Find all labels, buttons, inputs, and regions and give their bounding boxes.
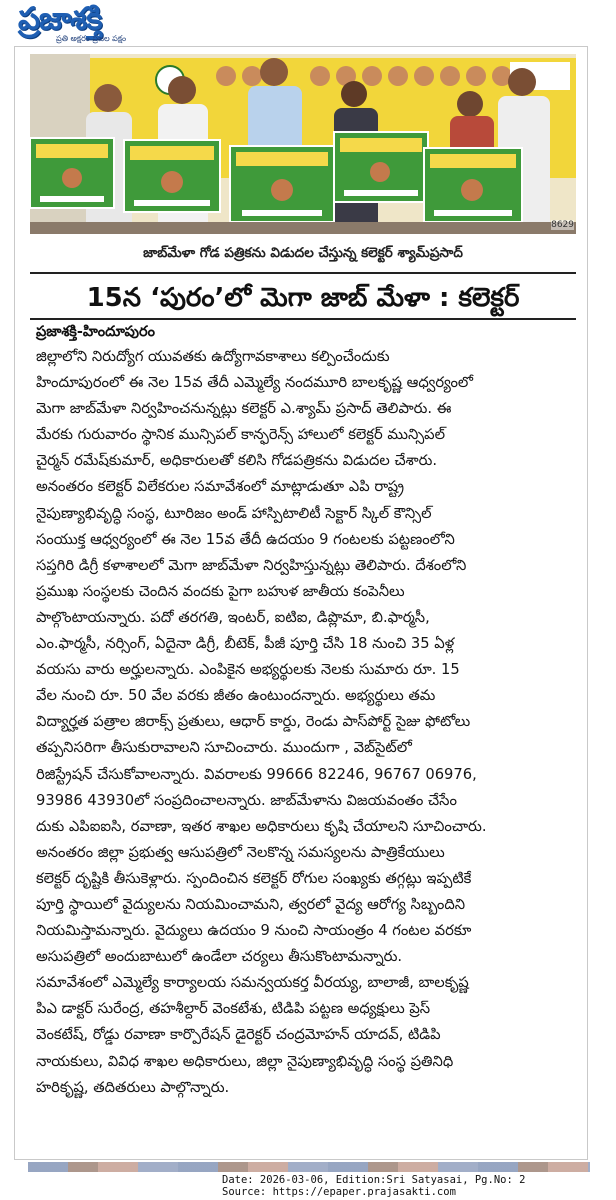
logo-tagline: ప్రతి అక్షరం ప్రజల పక్షం: [56, 34, 127, 43]
body-line: పూర్తి స్థాయిలో వైద్యులను నియమించామని, త్వరలో వైద్య ఆరోగ్య సిబ్బందిని: [36, 895, 466, 913]
divider: [30, 272, 576, 274]
body-line: నైపుణ్యాభివృద్ధి సంస్థ, టూరిజం అండ్ హాస్పిటాలిటీ సెక్టార్ స్కిల్ కౌన్సిల్: [36, 504, 432, 522]
body-line: ప్రముఖ సంస్థలకు చెందిన వందకు పైగా బహుళ జాతీయ కంపెనీలు: [36, 582, 405, 600]
body-line: అసుపత్రిలో అందుబాటులో ఉండేలా చర్యలు తీసుకొంటామన్నారు.: [36, 948, 403, 966]
body-line: విద్యార్హత పత్రాల జిరాక్స్ ప్రతులు, ఆధార్ కార్డు, రెండు పాస్‌పోర్ట్ సైజు ఫోటోలు: [36, 713, 471, 731]
body-line: హరికృష్ణ, తదితరులు పాల్గొన్నారు.: [36, 1078, 230, 1096]
body-line: పిఎ డాక్టర్ సురేంద్ర, తహశీల్దార్ వెంకటేశు, టిడిపి పట్టణ అధ్యక్షులు ప్రెస్: [36, 1000, 431, 1018]
page-strip: [28, 1162, 590, 1172]
logo-title: ప్రజాశక్తి: [18, 1, 102, 37]
dateline: ప్రజాశక్తి-హిందూపురం: [36, 324, 155, 340]
photo-illustration: [30, 54, 576, 234]
divider: [30, 318, 576, 320]
article-photo: [30, 54, 576, 234]
body-line: పాల్గొంటాయన్నారు. పదో తరగతి, ఇంటర్, ఐటిఐ, డిప్లొమా, బి.ఫార్మసీ,: [36, 608, 430, 626]
newspaper-logo: [18, 2, 178, 46]
body-line: కలెక్టర్ దృష్టికి తీసుకెళ్లారు. స్పందించిన కలెక్టర్ రోగుల సంఖ్యకు తగ్గట్లు ఇప్పటికే: [36, 869, 472, 887]
body-line: వయసు వారు అర్హులన్నారు. ఎంపికైన అభ్యర్థులకు నెలకు సుమారు రూ. 15: [36, 661, 460, 679]
body-line: సమావేశంలో ఎమ్మెల్యే కార్యాలయ సమన్వయకర్త వీరయ్య, బాలాజీ, బాలకృష్ణ: [36, 974, 469, 992]
masthead: [0, 0, 616, 52]
body-line: హిందూపురంలో ఈ నెల 15వ తేదీ ఎమ్మెల్యే నందమూరి బాలకృష్ణ ఆధ్వర్యంలో: [36, 374, 474, 392]
body-line: సంయుక్త ఆధ్వర్యంలో ఈ నెల 15వ తేదీ ఉదయం 9 గంటలకు పట్టణంలోని: [36, 530, 455, 548]
article-body: [36, 344, 578, 1101]
body-line: అనంతరం జిల్లా ప్రభుత్వ ఆసుపత్రిలో నెలకొన్న సమస్యలను పాత్రికేయులు: [36, 843, 445, 861]
body-line: సప్తగిరి డిగ్రీ కళాశాలలో మెగా జాబ్‌మేళా నిర్వహిస్తున్నట్లు తెలిపారు. దేశంలోని: [36, 556, 467, 574]
body-line: ఎం.ఫార్మసీ, నర్సింగ్, ఏదైనా డిగ్రీ, బీటెక్, పీజీ పూర్తి చేసి 18 నుంచి 35 ఏళ్ల: [36, 635, 455, 653]
source-line: Source: https://epaper.prajasakti.com: [222, 1186, 456, 1198]
photo-caption: జాబ్‌మేళా గోడ పత్రికను విడుదల చేస్తున్న కలెక్టర్ శ్యామ్‌ప్రసాద్: [143, 245, 463, 261]
epaper-meta: [222, 1174, 612, 1198]
body-line: మేరకు గురువారం స్థానిక మున్సిపల్ కాన్ఫరెన్స్ హాలులో కలెక్టర్ మున్సిపల్: [36, 426, 446, 444]
body-line: నాయకులు, వివిధ శాఖల అధికారులు, జిల్లా నైపుణ్యాభివృద్ధి సంస్థ ప్రతినిధి: [36, 1052, 454, 1070]
body-line: 93986 43930లో సంప్రదించాలన్నారు. జాబ్‌మేళాను విజయవంతం చేసేం: [36, 791, 457, 809]
body-line: దుకు ఎపిఐఐసి, రవాణా, ఇతర శాఖల అధికారులు కృషి చేయాలని సూచించారు.: [36, 817, 487, 835]
body-line: వెంకటేష్, రోడ్డు రవాణా కార్పొరేషన్ డైరెక్టర్ చంద్రమోహన్ యాదవ్, టిడిపి: [36, 1026, 441, 1044]
photo-id: 8629: [551, 220, 574, 230]
body-line: జిల్లాలోని నిరుద్యోగ యువతకు ఉద్యోగావకాశాలు కల్పించేందుకు: [36, 348, 390, 365]
body-line: చైర్మన్ రమేష్‌కుమార్, అధికారులతో కలిసి గోడపత్రికను విడుదల చేశారు.: [36, 452, 438, 470]
body-line: వేల నుంచి రూ. 50 వేల వరకు జీతం ఉంటుందన్నారు. అభ్యర్థులు తమ: [36, 687, 436, 705]
headline: 15న ‘పురం’లో మెగా జాబ్ మేళా : కలెక్టర్: [86, 283, 520, 313]
body-line: నియమిస్తామన్నారు. వైద్యులు ఉదయం 9 నుంచి సాయంత్రం 4 గంటల వరకూ: [36, 922, 472, 940]
body-line: అనంతరం కలెక్టర్ విలేకరుల సమావేశంలో మాట్లాడుతూ ఎపి రాష్ట్ర: [36, 478, 405, 496]
body-line: రిజిస్ట్రేషన్ చేసుకోవాలన్నారు. వివరాలకు 99666 82246, 96767 06976,: [36, 765, 477, 783]
body-line: తప్పనిసరిగా తీసుకురావాలని సూచించారు. ముందుగా , వెబ్‌సైట్‌లో: [36, 739, 412, 757]
body-line: మెగా జాబ్‌మేళా నిర్వహించనున్నట్లు కలెక్టర్ ఎ.శ్యామ్ ప్రసాద్ తెలిపారు. ఈ: [36, 400, 452, 418]
date-edition-line: Date: 2026-03-06, Edition:Sri Satyasai, Pg.No: 2: [222, 1174, 526, 1186]
